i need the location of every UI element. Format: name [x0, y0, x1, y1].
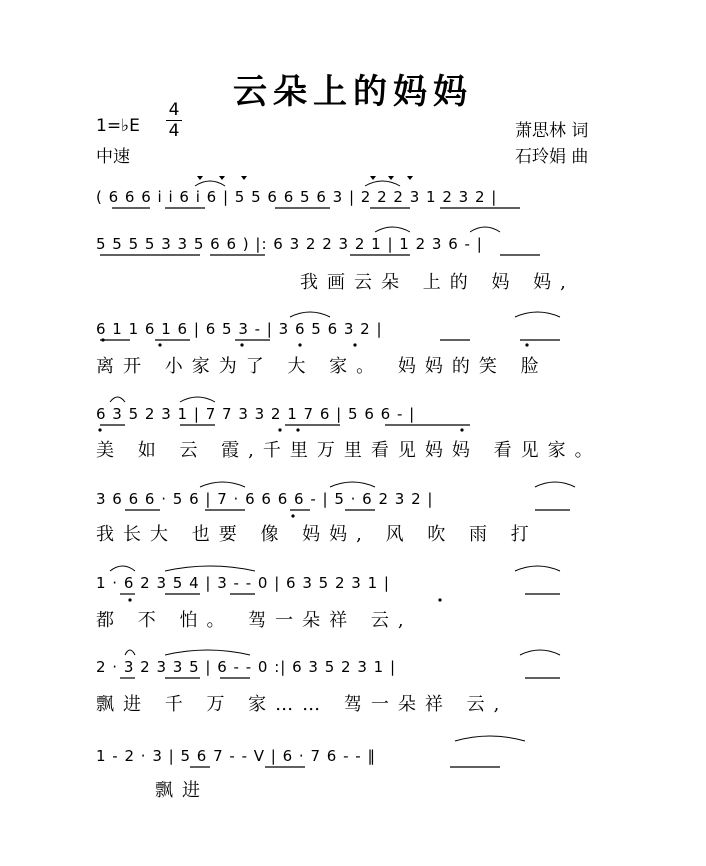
notation-line-6: 1 · 6 2 3 5 4 | 3 - - 0 | 6 3 5 2 3 1 |	[96, 574, 390, 592]
slur-arc	[520, 650, 560, 655]
lyrics-line-2: 我画云朵 上的 妈 妈,	[300, 272, 575, 293]
octave-dot	[298, 343, 301, 346]
composer-credit: 石玲娟 曲	[515, 147, 589, 167]
octave-dot	[278, 428, 281, 431]
slur-arc	[515, 312, 560, 317]
octave-dot	[101, 338, 104, 341]
octave-dot	[438, 598, 441, 601]
octave-dot	[128, 598, 131, 601]
song-title: 云朵上的妈妈	[233, 72, 473, 112]
accent-mark	[407, 176, 413, 180]
slur-arc	[110, 397, 125, 402]
slur-arc	[375, 227, 410, 232]
notation-line-7: 2 · 3 2 3 3 5 | 6 - - 0 :| 6 3 5 2 3 1 |	[96, 658, 397, 676]
key-signature: 1=♭E	[96, 116, 140, 136]
lyrics-line-8: 飘进	[155, 780, 209, 801]
accent-mark	[197, 176, 203, 180]
slur-arc	[330, 482, 375, 487]
lyrics-line-3: 离开 小家为了 大 家。 妈妈的笑 脸	[96, 356, 548, 377]
lyrics-line-6: 都 不 怕。 驾一朵祥 云,	[96, 610, 413, 631]
octave-dot	[98, 428, 101, 431]
slur-arc	[195, 181, 225, 186]
notation-line-5: 3 6 6 6 · 5 6 | 7 · 6 6 6 6 - | 5 · 6 2 3 2 |	[96, 490, 434, 508]
time-signature-top: 4	[168, 100, 180, 120]
time-signature-bottom: 4	[168, 121, 180, 141]
slur-arc	[200, 482, 245, 487]
notation-line-2: 5 5 5 5 3 3 5 6 6 ) |: 6 3 2 2 3 2 1 | 1 2 3 6 - |	[96, 235, 483, 253]
slur-arc	[365, 181, 400, 186]
lyrics-line-4: 美 如 云 霞,千里万里看见妈妈 看见家。	[96, 440, 602, 461]
octave-dot	[525, 343, 528, 346]
slur-arc	[110, 566, 135, 571]
lyrics-line-5: 我长大 也要 像 妈妈, 风 吹 雨 打	[96, 524, 538, 545]
slur-arc	[470, 227, 500, 232]
time-signature	[165, 100, 183, 141]
octave-dot	[460, 428, 463, 431]
slur-arc	[290, 312, 330, 317]
lyricist-credit: 萧思林 词	[515, 121, 589, 141]
accent-mark	[241, 176, 247, 180]
notation-line-1: ( 6 6 6 i i 6 i 6 | 5 5 6 6 5 6 3 | 2 2 2 3 1 2 3 2 |	[96, 188, 498, 206]
slur-arc	[165, 566, 255, 571]
octave-dot	[291, 514, 294, 517]
slur-arc	[455, 736, 525, 741]
octave-dot	[296, 428, 299, 431]
slur-arc	[165, 650, 250, 655]
slur-arc	[535, 482, 575, 487]
notation-line-8: 1 - 2 · 3 | 5 6 7 - - V | 6 · 7 6 - - ‖	[96, 747, 376, 765]
octave-dot	[353, 343, 356, 346]
octave-dot	[240, 343, 243, 346]
accent-mark	[388, 176, 394, 180]
accent-mark	[370, 176, 376, 180]
lyrics-line-7: 飘进 千 万 家…… 驾一朵祥 云,	[96, 694, 509, 715]
tempo-marking: 中速	[96, 147, 130, 167]
slur-arc	[180, 397, 215, 402]
slur-arc	[125, 650, 135, 655]
notation-line-4: 6 3 5 2 3 1 | 7 7 3 3 2 1 7 6 | 5 6 6 - |	[96, 405, 416, 423]
octave-dot	[158, 343, 161, 346]
slur-arc	[515, 566, 560, 571]
accent-mark	[219, 176, 225, 180]
notation-line-3: 6 1 1 6 1 6 | 6 5 3 - | 3 6 5 6 3 2 |	[96, 320, 383, 338]
